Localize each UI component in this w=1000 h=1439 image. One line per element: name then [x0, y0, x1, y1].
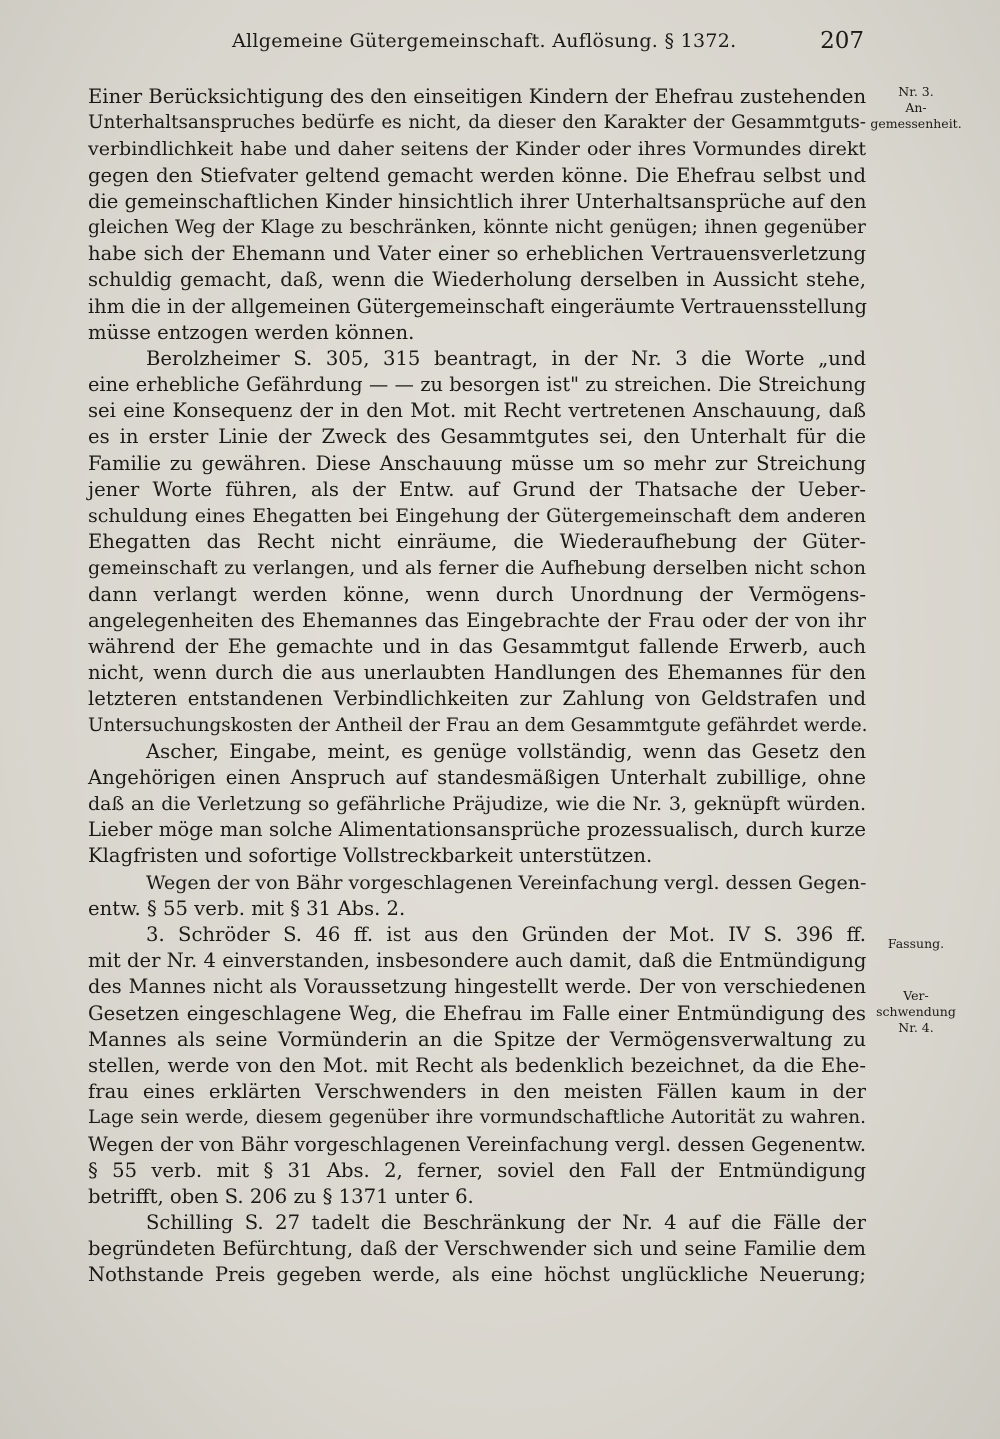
text-line: verbindlichkeit habe und daher seitens der Kinder oder ihres Vormundes direkt — [88, 138, 866, 161]
text-line: begründeten Befürchtung, daß der Verschwender sich und seine Familie dem — [88, 1237, 866, 1261]
text-line: schuldung eines Ehegatten bei Eingehung der Gütergemeinschaft dem anderen — [88, 505, 866, 527]
text-line: 3. Schröder S. 46 ff. ist aus den Gründen der Mot. IV S. 396 ff. — [146, 923, 866, 946]
text-line: gemeinschaft zu verlangen, und als ferner die Aufhebung derselben nicht schon — [88, 557, 866, 580]
text-line: schuldig gemacht, daß, wenn die Wiederholung derselben in Aussicht stehe, — [88, 268, 866, 292]
page-header — [88, 28, 864, 58]
text-line: entw. § 55 verb. mit § 31 Abs. 2. — [88, 896, 406, 920]
text-line: sei eine Konsequenz der in den Mot. mit Recht vertretenen Anschauung, daß — [88, 399, 866, 423]
text-line: dann verlangt werden könne, wenn durch Unordnung der Vermögens- — [88, 582, 866, 606]
text-line: Berolzheimer S. 305, 315 beantragt, in der Nr. 3 die Worte „und — [146, 346, 866, 370]
text-line: Wegen der von Bähr vorgeschlagenen Vereinfachung vergl. dessen Gegenentw. — [88, 1132, 866, 1156]
text-line: es in erster Linie der Zweck des Gesammtgutes sei, den Unterhalt für die — [88, 425, 866, 449]
text-line: eine erhebliche Gefährdung — — zu besorgen ist" zu streichen. Die Streichung — [88, 373, 866, 397]
margin-note-angemessenheit: Nr. 3. An- gemessenheit. — [870, 84, 962, 131]
text-line: frau eines erklärten Verschwenders in den meisten Fällen kaum in der — [88, 1080, 866, 1104]
text-line: Wegen der von Bähr vorgeschlagenen Vereinfachung vergl. dessen Gegen- — [146, 871, 867, 894]
text-line: mit der Nr. 4 einverstanden, insbesondere auch damit, daß die Entmündigung — [88, 949, 867, 973]
text-line: betrifft, oben S. 206 zu § 1371 unter 6. — [88, 1184, 474, 1208]
margin-note-verschwendung: Ver- schwendung Nr. 4. — [876, 988, 956, 1035]
body-text — [88, 84, 866, 1289]
text-line: gleichen Weg der Klage zu beschränken, könnte nicht genügen; ihnen gegenüber — [88, 216, 866, 238]
text-line: während der Ehe gemachte und in das Gesammtgut fallende Erwerb, auch — [88, 634, 866, 658]
running-head: Allgemeine Gütergemeinschaft. Auflösung. § 1372. — [232, 30, 737, 52]
text-line: Gesetzen eingeschlagene Weg, die Ehefrau im Falle einer Entmündigung des — [88, 1001, 866, 1025]
text-line: stellen, werde von den Mot. mit Recht als bedenklich bezeichnet, da die Ehe- — [88, 1053, 866, 1077]
text-line: Klagfristen und sofortige Vollstreckbarkeit unterstützen. — [88, 844, 653, 868]
text-line: jener Worte führen, als der Entw. auf Grund der Thatsache der Ueber- — [88, 477, 866, 501]
text-line: des Mannes nicht als Voraussetzung hingestellt werde. Der von verschiedenen — [88, 975, 866, 999]
text-line: Schilling S. 27 tadelt die Beschränkung der Nr. 4 auf die Fälle der — [146, 1211, 866, 1235]
text-line: daß an die Verletzung so gefährliche Präjudize, wie die Nr. 3, geknüpft würden. — [88, 793, 866, 816]
text-line: nicht, wenn durch die aus unerlaubten Handlungen des Ehemannes für den — [88, 661, 866, 685]
text-line: angelegenheiten des Ehemannes das Eingebrachte der Frau oder der von ihr — [88, 608, 866, 632]
text-line: habe sich der Ehemann und Vater einer so erheblichen Vertrauensverletzung — [88, 242, 866, 266]
text-line: Mannes als seine Vormünderin an die Spitze der Vermögensverwaltung zu — [88, 1027, 866, 1051]
text-line: ihm die in der allgemeinen Gütergemeinschaft eingeräumte Vertrauensstellung — [88, 294, 867, 318]
text-line: die gemeinschaftlichen Kinder hinsichtlich ihrer Unterhaltsansprüche auf den — [88, 189, 867, 213]
text-line: Unterhaltsanspruches bedürfe es nicht, da dieser den Karakter der Gesammtguts- — [88, 112, 866, 134]
text-line: Lage sein werde, diesem gegenüber ihre vormundschaftliche Autorität zu wahren. — [88, 1107, 866, 1129]
text-line: Untersuchungskosten der Antheil der Frau an dem Gesammtgute gefährdet werde. — [88, 714, 868, 736]
text-line: Familie zu gewähren. Diese Anschauung müsse um so mehr zur Streichung — [88, 451, 866, 475]
text-line: müsse entzogen werden können. — [88, 320, 415, 344]
text-line: gegen den Stiefvater geltend gemacht werden könne. Die Ehefrau selbst und — [88, 163, 866, 187]
text-line: Nothstande Preis gegeben werde, als eine höchst unglückliche Neuerung; — [88, 1263, 866, 1287]
text-line: Angehörigen einen Anspruch auf standesmäßigen Unterhalt zubillige, ohne — [88, 765, 866, 789]
text-line: Ascher, Eingabe, meint, es genüge vollständig, wenn das Gesetz den — [146, 739, 866, 763]
text-line: § 55 verb. mit § 31 Abs. 2, ferner, soviel den Fall der Entmündigung — [88, 1158, 866, 1182]
page-number: 207 — [820, 28, 864, 54]
text-line: Einer Berücksichtigung des den einseitigen Kindern der Ehefrau zustehenden — [88, 85, 867, 108]
text-line: Lieber möge man solche Alimentationsansprüche prozessualisch, durch kurze — [88, 818, 866, 842]
text-line: Ehegatten das Recht nicht einräume, die Wiederaufhebung der Güter- — [88, 530, 866, 554]
margin-note-fassung: Fassung. — [887, 936, 945, 951]
text-line: letzteren entstandenen Verbindlichkeiten zur Zahlung von Geldstrafen und — [88, 687, 866, 711]
